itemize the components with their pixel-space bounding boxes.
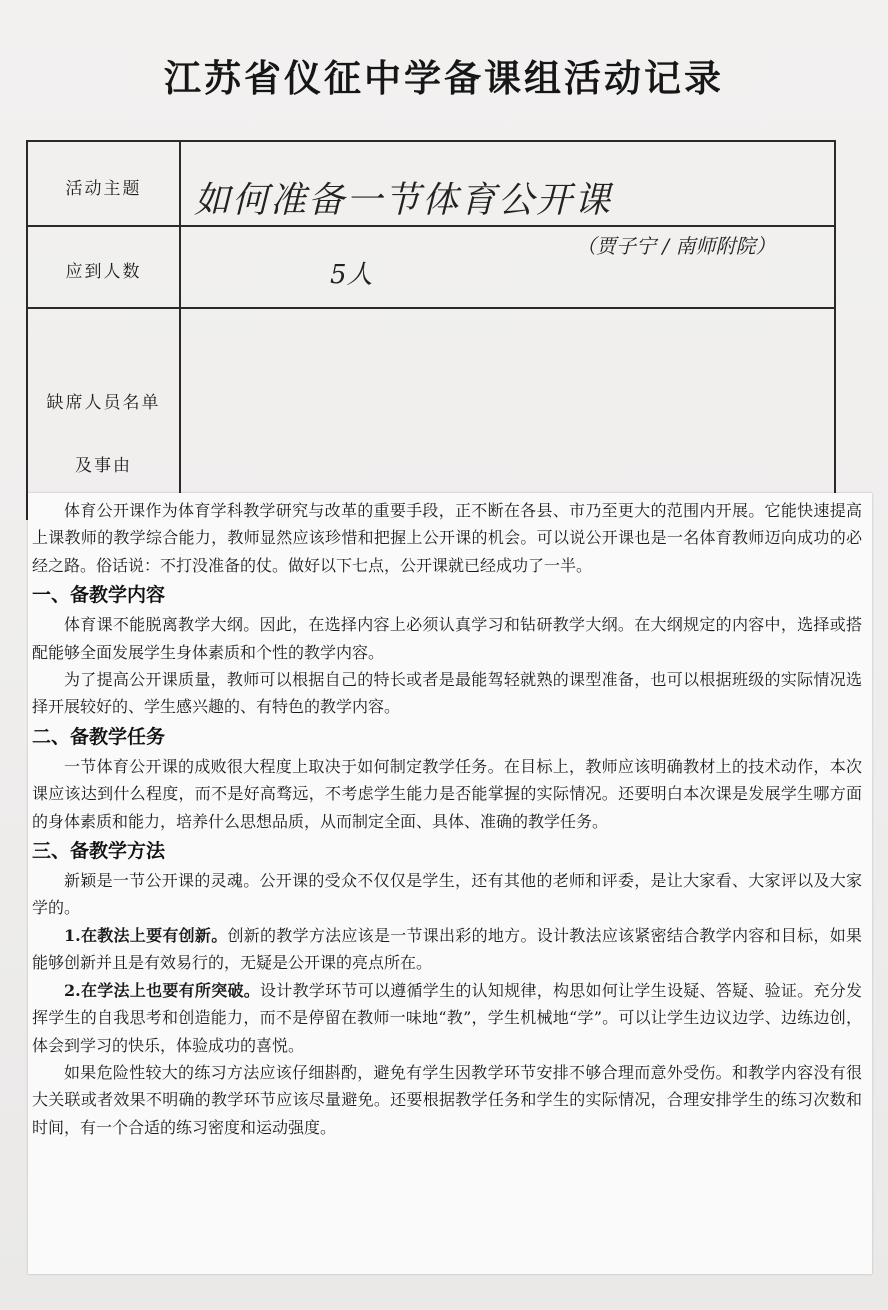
section3-paragraph4: 如果危险性较大的练习方法应该仔细斟酌，避免有学生因教学环节安排不够合理而意外受伤。和教学内容没有很大关联或者效果不明确的教学环节应该尽量避免。还要根据教学任务和学生的实际情况，合理安排学生的练习次数和时间，有一个合适的练习密度和运动强度。 xyxy=(32,1062,862,1137)
absent-label-line1: 缺席人员名单 xyxy=(46,393,161,413)
learning-method-lead: 2.在学法上也要有所突破。 xyxy=(64,980,261,1000)
section-heading-content: 一、备教学内容 xyxy=(32,584,166,607)
section3-paragraph1: 新颖是一节公开课的灵魂。公开课的受众不仅仅是学生，还有其他的老师和评委，是让大家看、大家评以及大家学的。 xyxy=(32,871,862,918)
topic-handwritten-note: （贾子宁 / 南师附院） xyxy=(576,234,776,258)
article-body xyxy=(32,497,862,1141)
table-column-divider xyxy=(179,142,181,518)
learning-method-text: 设计教学环节可以遵循学生的认知规律，构思如何让学生设疑、答疑、验证。充分发挥学生的自我思考和创造能力，而不是停留在教师一味地“教”，学生机械地“学”。可以让学生边议边学、边练边创，体会到学习的快乐，体验成功的喜悦。 xyxy=(32,980,862,1055)
teaching-method-text: 创新的教学方法应该是一节课出彩的地方。设计教法应该紧密结合教学内容和目标，如果能够创新并且是有效易行的，无疑是公开课的亮点所在。 xyxy=(32,925,862,973)
attendance-label: 应到人数 xyxy=(65,262,142,282)
activity-record-table xyxy=(26,140,836,520)
topic-handwritten-value: 如何准备一节体育公开课 xyxy=(194,180,613,221)
section2-paragraph1: 一节体育公开课的成败很大程度上取决于如何制定教学任务。在目标上，教师应该明确教材上的技术动作，本次课应该达到什么程度，而不是好高骛远，不考虑学生能力是否能掌握的实际情况。还要明白本次课是发展学生哪方面的身体素质和能力，培养什么思想品质，从而制定全面、具体、准确的教学任务。 xyxy=(32,756,862,831)
section1-paragraph2: 为了提高公开课质量，教师可以根据自己的特长或者是最能驾轻就熟的课型准备，也可以根据班级的实际情况选择开展较好的、学生感兴趣的、有特色的教学内容。 xyxy=(32,670,862,717)
table-row-divider xyxy=(28,225,834,227)
teaching-method-lead: 1.在教法上要有创新。 xyxy=(64,925,228,945)
section1-paragraph1: 体育课不能脱离教学大纲。因此，在选择内容上必须认真学习和钻研教学大纲。在大纲规定的内容中，选择或搭配能够全面发展学生身体素质和个性的教学内容。 xyxy=(32,615,862,662)
table-row-divider xyxy=(28,307,834,309)
section3-paragraph3 xyxy=(32,977,862,1059)
attendance-handwritten-value: 5人 xyxy=(330,260,373,290)
section3-paragraph2 xyxy=(32,922,862,977)
page-title: 江苏省仪征中学备课组活动记录 xyxy=(164,56,724,100)
absent-label-line2: 及事由 xyxy=(75,456,132,476)
intro-paragraph: 体育公开课作为体育学科教学研究与改革的重要手段，正不断在各县、市乃至更大的范围内开展。它能快速提高上课教师的教学综合能力，教师显然应该珍惜和把握上公开课的机会。可以说公开课也是一名体育教师迈向成功的必经之路。俗话说：不打没准备的仗。做好以下七点，公开课就已经成功了一半。 xyxy=(32,501,862,575)
section-heading-tasks: 二、备教学任务 xyxy=(32,725,166,748)
section-heading-methods: 三、备教学方法 xyxy=(32,840,166,863)
topic-label: 活动主题 xyxy=(65,179,142,199)
